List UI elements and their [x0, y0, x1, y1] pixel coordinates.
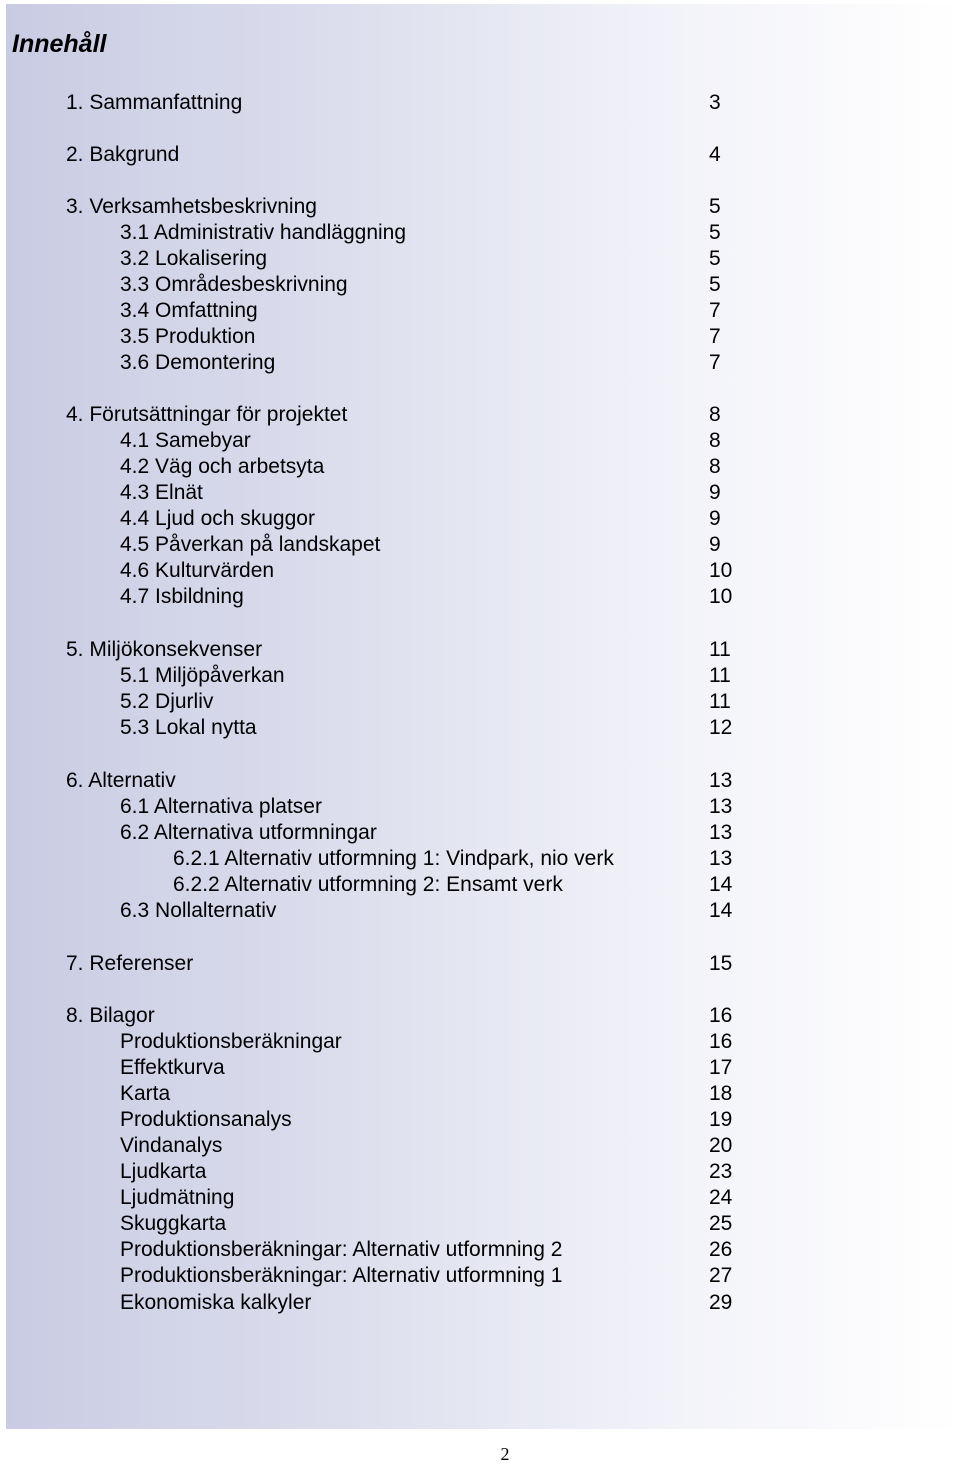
toc-entry-page: 11: [709, 664, 731, 687]
toc-entry-page: 7: [709, 351, 721, 374]
toc-entry-label: 4.6 Kulturvärden: [120, 559, 275, 582]
toc-entry: [0, 898, 960, 924]
toc-entry: [0, 846, 960, 872]
toc-entry-label: 4.1 Samebyar: [120, 429, 251, 452]
toc-entry-page: 20: [709, 1134, 733, 1157]
toc-entry-label: Produktionsanalys: [120, 1108, 292, 1131]
toc-entry: [0, 663, 960, 689]
toc-entry: [0, 584, 960, 610]
toc-entry-label: Ljudkarta: [120, 1160, 207, 1183]
toc-entry: [0, 1237, 960, 1263]
toc-entry: [0, 1029, 960, 1055]
toc-entry-page: 5: [709, 195, 721, 218]
toc-entry-page: 9: [709, 533, 721, 556]
toc-entry-label: 5. Miljökonsekvenser: [66, 638, 263, 661]
toc-entry: [0, 1055, 960, 1081]
toc-entry-label: 3.5 Produktion: [120, 325, 256, 348]
toc-entry: [0, 1263, 960, 1289]
toc-entry: [0, 90, 960, 116]
toc-entry-label: 6. Alternativ: [66, 769, 176, 792]
toc-entry-page: 14: [709, 899, 733, 922]
toc-entry-label: 8. Bilagor: [66, 1004, 155, 1027]
toc-entry-label: 6.3 Nollalternativ: [120, 899, 277, 922]
toc-entry-label: 3.4 Omfattning: [120, 299, 258, 322]
toc-entry-label: 6.2.1 Alternativ utformning 1: Vindpark, nio verk: [173, 847, 614, 870]
toc-entry-label: 1. Sammanfattning: [66, 91, 243, 114]
toc-entry-page: 26: [709, 1238, 733, 1261]
toc-entry-label: Ljudmätning: [120, 1186, 235, 1209]
toc-entry: [0, 272, 960, 298]
toc-entry-label: 3.2 Lokalisering: [120, 247, 268, 270]
toc-entry-label: 4.4 Ljud och skuggor: [120, 507, 315, 530]
toc-entry: [0, 246, 960, 272]
toc-entry: [0, 1211, 960, 1237]
toc-entry-page: 13: [709, 847, 733, 870]
toc-entry-page: 11: [709, 690, 731, 713]
toc-entry: [0, 1107, 960, 1133]
toc-entry: [0, 1133, 960, 1159]
toc-entry-label: 3.1 Administrativ handläggning: [120, 221, 407, 244]
toc-entry-page: 18: [709, 1082, 733, 1105]
toc-entry-page: 16: [709, 1030, 733, 1053]
toc-entry-page: 8: [709, 455, 721, 478]
toc-entry-label: 4. Förutsättningar för projektet: [66, 403, 348, 426]
toc-entry-page: 25: [709, 1212, 733, 1235]
toc-entry-label: 6.2.2 Alternativ utformning 2: Ensamt verk: [173, 873, 563, 896]
toc-entry: [0, 1003, 960, 1029]
toc-entry: [0, 637, 960, 663]
toc-entry-page: 5: [709, 273, 721, 296]
toc-entry-label: Ekonomiska kalkyler: [120, 1291, 312, 1314]
toc-entry-label: 3.3 Områdesbeskrivning: [120, 273, 348, 296]
toc-entry-label: Vindanalys: [120, 1134, 223, 1157]
toc-entry-label: Karta: [120, 1082, 171, 1105]
toc-entry-page: 5: [709, 247, 721, 270]
toc-entry-label: 5.2 Djurliv: [120, 690, 214, 713]
toc-entry: [0, 480, 960, 506]
toc-entry-page: 7: [709, 325, 721, 348]
toc-entry-page: 23: [709, 1160, 733, 1183]
toc-entry-label: 4.7 Isbildning: [120, 585, 244, 608]
toc-entry-page: 29: [709, 1291, 733, 1314]
toc-entry-label: 4.3 Elnät: [120, 481, 203, 504]
toc-entry: [0, 768, 960, 794]
toc-entry: [0, 1159, 960, 1185]
toc-entry: [0, 794, 960, 820]
toc-entry-page: 7: [709, 299, 721, 322]
toc-entry-page: 9: [709, 507, 721, 530]
toc-entry-page: 8: [709, 429, 721, 452]
toc-entry-label: Produktionsberäkningar: Alternativ utformning 1: [120, 1264, 563, 1287]
toc-entry-label: 3. Verksamhetsbeskrivning: [66, 195, 317, 218]
toc-entry-label: 6.2 Alternativa utformningar: [120, 821, 377, 844]
toc-entry-label: 6.1 Alternativa platser: [120, 795, 322, 818]
toc-entry-page: 24: [709, 1186, 733, 1209]
toc-entry: [0, 454, 960, 480]
toc-entry: [0, 506, 960, 532]
toc-entry-page: 17: [709, 1056, 733, 1079]
toc-entry-page: 3: [709, 91, 721, 114]
toc-entry-page: 13: [709, 821, 733, 844]
toc-entry-page: 4: [709, 143, 721, 166]
toc-entry-label: 2. Bakgrund: [66, 143, 180, 166]
toc-entry: [0, 532, 960, 558]
toc-entry: [0, 558, 960, 584]
toc-entry-label: Skuggkarta: [120, 1212, 227, 1235]
toc-heading: Innehåll: [12, 30, 107, 58]
toc-entry: [0, 298, 960, 324]
toc-entry-label: 4.5 Påverkan på landskapet: [120, 533, 381, 556]
toc-entry: [0, 428, 960, 454]
toc-entry-page: 14: [709, 873, 733, 896]
toc-entry-label: 7. Referenser: [66, 952, 194, 975]
page-number: 2: [500, 1444, 510, 1464]
toc-entry-page: 10: [709, 559, 733, 582]
toc-entry-page: 5: [709, 221, 721, 244]
toc-entry-page: 15: [709, 952, 733, 975]
toc-entry: [0, 142, 960, 168]
toc-entry-label: 4.2 Väg och arbetsyta: [120, 455, 325, 478]
toc-entry: [0, 324, 960, 350]
toc-entry: [0, 1290, 960, 1316]
toc-entry-page: 8: [709, 403, 721, 426]
toc-entry-page: 12: [709, 716, 733, 739]
toc-entry: [0, 194, 960, 220]
toc-entry-page: 10: [709, 585, 733, 608]
toc-entry: [0, 872, 960, 898]
toc-entry: [0, 402, 960, 428]
toc-entry: [0, 689, 960, 715]
toc-entry: [0, 350, 960, 376]
toc-entry-page: 11: [709, 638, 731, 661]
toc-entry-label: Produktionsberäkningar: [120, 1030, 342, 1053]
toc-entry: [0, 1081, 960, 1107]
toc-entry-label: 5.1 Miljöpåverkan: [120, 664, 285, 687]
toc-entry: [0, 220, 960, 246]
toc-entry-label: 5.3 Lokal nytta: [120, 716, 257, 739]
toc-entry-page: 16: [709, 1004, 733, 1027]
toc-entry: [0, 820, 960, 846]
toc-entry-label: Produktionsberäkningar: Alternativ utformning 2: [120, 1238, 563, 1261]
toc-entry-page: 13: [709, 769, 733, 792]
toc-entry-label: Effektkurva: [120, 1056, 225, 1079]
toc-entry-label: 3.6 Demontering: [120, 351, 276, 374]
toc-entry-page: 9: [709, 481, 721, 504]
toc-entry-page: 19: [709, 1108, 733, 1131]
toc-entry: [0, 715, 960, 741]
toc-entry-page: 13: [709, 795, 733, 818]
toc-entry: [0, 951, 960, 977]
toc-entry-page: 27: [709, 1264, 733, 1287]
toc-entry: [0, 1185, 960, 1211]
